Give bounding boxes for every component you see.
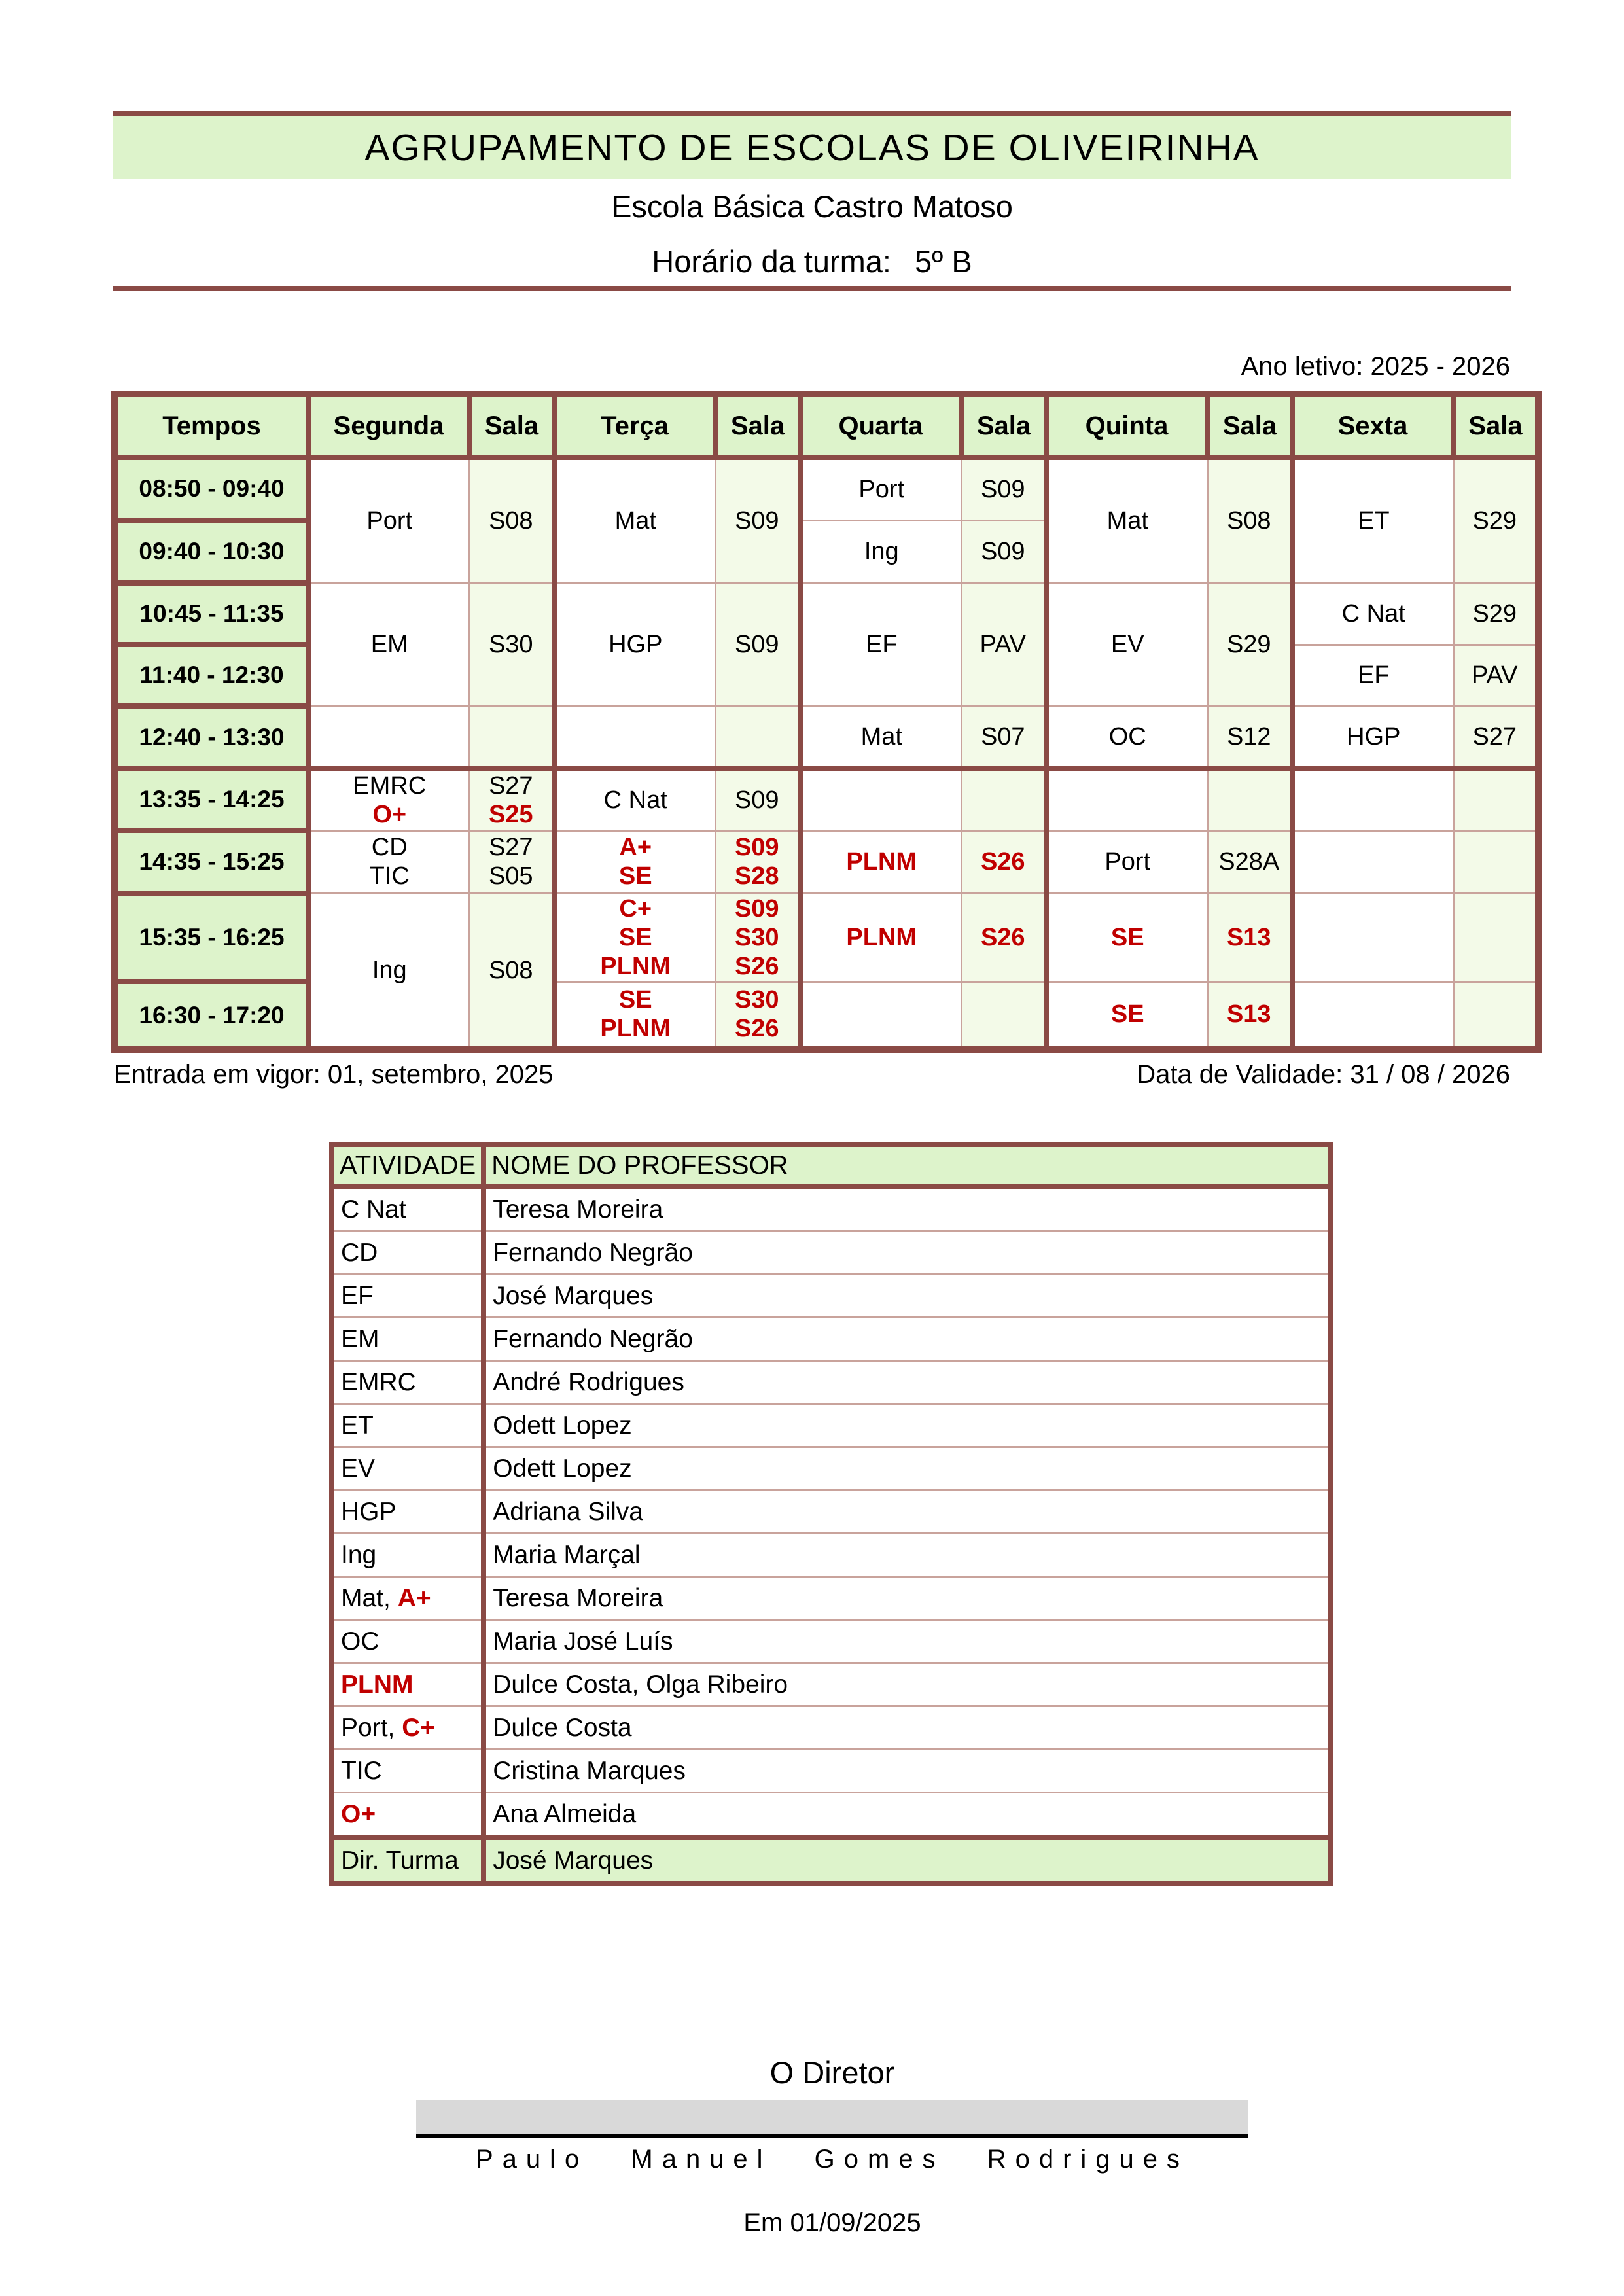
activity-cell (332, 1404, 484, 1447)
lesson-cell (1046, 769, 1207, 830)
room-cell (1453, 706, 1538, 769)
room-cell (961, 520, 1046, 583)
timetable-header-row (115, 394, 1538, 457)
activity-text: EM (341, 1324, 380, 1353)
activity-cell (332, 1186, 484, 1231)
teacher-name-cell: Dulce Costa, Olga Ribeiro (484, 1663, 1330, 1706)
timetable-header-cell: Quinta (1046, 394, 1207, 457)
room-cell (961, 981, 1046, 1050)
room-cell (715, 981, 800, 1050)
school-group-banner (113, 116, 1511, 179)
school-year: Ano letivo: 2025 - 2026 (1241, 352, 1510, 381)
teacher-table-header-cell: ATIVIDADE (332, 1144, 484, 1186)
activity-text: EV (341, 1454, 376, 1483)
timetable-row (115, 893, 1538, 981)
activity-text: TIC (341, 1756, 382, 1785)
schedule-label: Horário da turma: (652, 244, 891, 279)
activity-cell (332, 1793, 484, 1838)
timetable-row (115, 830, 1538, 893)
lesson-cell (308, 706, 469, 769)
lesson-text-red: S26 (980, 923, 1025, 951)
lesson-text: S28A (1218, 848, 1280, 875)
lesson-cell (800, 583, 961, 706)
activity-text: Ing (341, 1540, 377, 1569)
validity-date: Data de Validade: 31 / 08 / 2026 (1137, 1060, 1510, 1089)
signature-line (416, 2100, 1248, 2138)
activity-text: Dir. Turma (341, 1846, 459, 1875)
teacher-row (332, 1447, 1330, 1491)
activity-cell (332, 1663, 484, 1706)
lesson-cell (308, 830, 469, 893)
timetable-header-cell: Sala (469, 394, 554, 457)
lesson-cell (554, 893, 715, 981)
room-cell (961, 830, 1046, 893)
room-cell (715, 457, 800, 583)
lesson-text: S09 (980, 538, 1025, 565)
lesson-text-red: S26 (734, 952, 779, 980)
room-cell (1453, 457, 1538, 583)
teacher-row (332, 1275, 1330, 1318)
timetable-row (115, 706, 1538, 769)
activity-text: OC (341, 1627, 380, 1655)
lesson-text: Mat (614, 507, 656, 535)
lesson-cell (1046, 706, 1207, 769)
room-cell (1453, 645, 1538, 706)
lesson-text: C Nat (1341, 600, 1405, 627)
teacher-name-cell: Odett Lopez (484, 1404, 1330, 1447)
lesson-cell (1046, 981, 1207, 1050)
timetable-row (115, 769, 1538, 830)
time-slot-cell: 14:35 - 15:25 (115, 830, 308, 893)
class-name: 5º B (914, 244, 972, 279)
lesson-text-red: S28 (734, 862, 779, 890)
lesson-cell (308, 583, 469, 706)
lesson-text: S09 (980, 476, 1025, 504)
lesson-text: S09 (734, 507, 779, 535)
lesson-text: Ing (864, 538, 899, 565)
teacher-row (332, 1534, 1330, 1577)
lesson-cell (554, 457, 715, 583)
activity-text: C Nat (341, 1195, 406, 1224)
lesson-text-red: PLNM (846, 848, 917, 875)
activity-text-red: A+ (397, 1583, 431, 1612)
lesson-text-red: S13 (1226, 923, 1271, 951)
lesson-cell (1292, 981, 1453, 1050)
activity-cell (332, 1837, 484, 1884)
time-slot-cell: 12:40 - 13:30 (115, 706, 308, 769)
lesson-cell (554, 706, 715, 769)
room-cell (961, 457, 1046, 520)
room-cell (715, 583, 800, 706)
room-cell (715, 769, 800, 830)
room-cell (715, 830, 800, 893)
activity-cell (332, 1534, 484, 1577)
lesson-text: CD (371, 834, 408, 861)
activity-text: ET (341, 1411, 374, 1439)
room-cell (469, 706, 554, 769)
lesson-text: C Nat (603, 786, 667, 815)
teacher-row (332, 1577, 1330, 1620)
room-cell (469, 583, 554, 706)
timetable-header-cell: Sala (1207, 394, 1292, 457)
teacher-name-cell: Odett Lopez (484, 1447, 1330, 1491)
teacher-row (332, 1750, 1330, 1793)
activity-text-red: C+ (402, 1713, 436, 1742)
lesson-text: S27 (1472, 722, 1517, 751)
activity-cell (332, 1275, 484, 1318)
lesson-cell (1292, 583, 1453, 645)
lesson-text-red: S09 (734, 894, 779, 923)
lesson-cell (800, 830, 961, 893)
teacher-row (332, 1404, 1330, 1447)
time-slot-cell: 10:45 - 11:35 (115, 583, 308, 645)
lesson-text: Port (366, 507, 413, 535)
lesson-text: ET (1357, 507, 1390, 535)
lesson-text: HGP (1347, 722, 1401, 751)
room-cell (1207, 981, 1292, 1050)
lesson-cell (1292, 457, 1453, 583)
teacher-name-cell: Maria José Luís (484, 1620, 1330, 1663)
issue-date: Em 01/09/2025 (743, 2208, 921, 2237)
lesson-cell (308, 457, 469, 583)
lesson-text-red: SE (618, 862, 652, 890)
activity-cell (332, 1318, 484, 1361)
activity-cell (332, 1577, 484, 1620)
lesson-text: Port (1104, 848, 1151, 875)
lesson-text: S08 (1226, 507, 1271, 535)
timetable-header-cell: Sala (961, 394, 1046, 457)
activity-cell (332, 1231, 484, 1275)
lesson-text: EF (1357, 662, 1390, 689)
lesson-text: S09 (734, 631, 779, 658)
room-cell (469, 893, 554, 1050)
room-cell (1207, 769, 1292, 830)
lesson-cell (800, 769, 961, 830)
lesson-text: EMRC (353, 772, 427, 800)
room-cell (1453, 893, 1538, 981)
lesson-cell (800, 981, 961, 1050)
teacher-name-cell: Maria Marçal (484, 1534, 1330, 1577)
lesson-text: PAV (1472, 662, 1518, 689)
lesson-text: EF (865, 631, 898, 658)
lesson-text: S27 (488, 772, 533, 800)
teacher-name-cell: André Rodrigues (484, 1361, 1330, 1404)
teacher-table-header-cell: NOME DO PROFESSOR (484, 1144, 1330, 1186)
timetable-header-cell: Quarta (800, 394, 961, 457)
lesson-text-red: PLNM (846, 923, 917, 951)
time-slot-cell: 09:40 - 10:30 (115, 520, 308, 583)
lesson-text: OC (1108, 722, 1146, 751)
lesson-cell (1046, 893, 1207, 981)
lesson-text: S29 (1472, 600, 1517, 627)
header-rule-bottom (113, 286, 1511, 291)
timetable-header-cell: Segunda (308, 394, 469, 457)
room-cell (715, 893, 800, 981)
lesson-text: S08 (488, 956, 533, 984)
lesson-cell (800, 520, 961, 583)
lesson-text-red: PLNM (600, 1015, 671, 1043)
lesson-text: S05 (488, 862, 533, 890)
activity-cell (332, 1750, 484, 1793)
room-cell (961, 893, 1046, 981)
lesson-text-red: SE (1110, 1000, 1144, 1029)
lesson-cell (554, 981, 715, 1050)
lesson-text-red: A+ (619, 834, 652, 861)
lesson-cell (308, 893, 469, 1050)
room-cell (469, 457, 554, 583)
room-cell (469, 830, 554, 893)
teacher-row (332, 1361, 1330, 1404)
time-slot-cell: 11:40 - 12:30 (115, 645, 308, 706)
lesson-text-red: S25 (488, 801, 533, 829)
lesson-cell (1046, 830, 1207, 893)
activity-cell (332, 1620, 484, 1663)
activity-text: EMRC (341, 1368, 416, 1396)
teacher-name-cell: Fernando Negrão (484, 1318, 1330, 1361)
teacher-name-cell: Cristina Marques (484, 1750, 1330, 1793)
lesson-text-red: SE (1110, 923, 1144, 951)
lesson-cell (1292, 893, 1453, 981)
lesson-text-red: S13 (1226, 1000, 1271, 1029)
teacher-row (332, 1663, 1330, 1706)
teacher-name-cell: Dulce Costa (484, 1706, 1330, 1750)
activity-text-red: O+ (341, 1799, 376, 1828)
lesson-text: S12 (1226, 722, 1271, 751)
activity-text: HGP (341, 1497, 397, 1526)
room-cell (1207, 830, 1292, 893)
lesson-text: S29 (1226, 631, 1271, 658)
lesson-text: Ing (372, 956, 407, 984)
lesson-text: S08 (488, 507, 533, 535)
timetable-header-cell: Sala (1453, 394, 1538, 457)
teacher-row (332, 1837, 1330, 1884)
lesson-cell (1292, 769, 1453, 830)
header-rule-top (113, 111, 1511, 116)
activity-text: Port, (341, 1713, 402, 1742)
director-name: Paulo Manuel Gomes Rodrigues (475, 2145, 1190, 2174)
timetable-header-cell: Sexta (1292, 394, 1453, 457)
class-schedule-title (0, 243, 1624, 279)
teacher-row (332, 1620, 1330, 1663)
lesson-cell (554, 830, 715, 893)
room-cell (1207, 706, 1292, 769)
lesson-text: EM (370, 631, 408, 658)
room-cell (1207, 457, 1292, 583)
room-cell (961, 706, 1046, 769)
timetable-header-cell: Tempos (115, 394, 308, 457)
room-cell (469, 769, 554, 830)
teacher-row (332, 1491, 1330, 1534)
lesson-text: Mat (860, 722, 902, 751)
lesson-cell (308, 769, 469, 830)
lesson-cell (554, 583, 715, 706)
lesson-cell (1046, 457, 1207, 583)
lesson-text: Port (858, 476, 905, 504)
timetable-row (115, 457, 1538, 520)
lesson-text-red: SE (618, 923, 652, 951)
time-slot-cell: 13:35 - 14:25 (115, 769, 308, 830)
lesson-text-red: S26 (734, 1015, 779, 1043)
room-cell (1453, 830, 1538, 893)
lesson-text: S29 (1472, 507, 1517, 535)
activity-text: Mat, (341, 1583, 398, 1612)
lesson-text-red: S30 (734, 923, 779, 951)
lesson-cell (800, 457, 961, 520)
activity-text: CD (341, 1238, 378, 1267)
teacher-name-cell: José Marques (484, 1837, 1330, 1884)
school-name: Escola Básica Castro Matoso (611, 189, 1013, 224)
lesson-text-red: S26 (980, 848, 1025, 875)
lesson-cell (1292, 645, 1453, 706)
lesson-text-red: PLNM (600, 952, 671, 980)
timetable-header-cell: Terça (554, 394, 715, 457)
room-cell (1453, 583, 1538, 645)
teacher-name-cell: Adriana Silva (484, 1491, 1330, 1534)
room-cell (1453, 769, 1538, 830)
teacher-name-cell: José Marques (484, 1275, 1330, 1318)
lesson-text: S07 (980, 722, 1025, 751)
lesson-cell (1292, 706, 1453, 769)
lesson-text: HGP (609, 631, 663, 658)
page-title: AGRUPAMENTO DE ESCOLAS DE OLIVEIRINHA (364, 127, 1260, 169)
teacher-row (332, 1318, 1330, 1361)
director-title: O Diretor (769, 2055, 895, 2090)
time-slot-cell: 08:50 - 09:40 (115, 457, 308, 520)
timetable-header-cell: Sala (715, 394, 800, 457)
activity-cell (332, 1447, 484, 1491)
lesson-text-red: S30 (734, 986, 779, 1014)
teacher-name-cell: Teresa Moreira (484, 1186, 1330, 1231)
signature-block (416, 2055, 1248, 2238)
activity-cell (332, 1361, 484, 1404)
lesson-text: Mat (1106, 507, 1148, 535)
teacher-table (329, 1142, 1333, 1886)
lesson-text: S27 (488, 834, 533, 861)
teacher-row (332, 1706, 1330, 1750)
lesson-cell (1046, 583, 1207, 706)
lesson-text-red: SE (618, 986, 652, 1014)
lesson-text: S30 (488, 631, 533, 658)
room-cell (961, 583, 1046, 706)
teacher-name-cell: Teresa Moreira (484, 1577, 1330, 1620)
activity-cell (332, 1491, 484, 1534)
lesson-cell (800, 706, 961, 769)
effective-date: Entrada em vigor: 01, setembro, 2025 (114, 1060, 554, 1089)
activity-cell (332, 1706, 484, 1750)
lesson-text-red: O+ (372, 801, 407, 829)
lesson-cell (554, 769, 715, 830)
lesson-text: TIC (369, 862, 410, 890)
timetable (111, 391, 1542, 1053)
room-cell (1453, 981, 1538, 1050)
room-cell (1207, 583, 1292, 706)
room-cell (715, 706, 800, 769)
room-cell (961, 769, 1046, 830)
teacher-row (332, 1231, 1330, 1275)
teacher-row (332, 1186, 1330, 1231)
lesson-text: EV (1110, 631, 1144, 658)
lesson-text-red: S09 (734, 834, 779, 861)
lesson-text: PAV (980, 631, 1026, 658)
teacher-name-cell: Ana Almeida (484, 1793, 1330, 1838)
teacher-table-header-row (332, 1144, 1330, 1186)
teacher-row (332, 1793, 1330, 1838)
room-cell (1207, 893, 1292, 981)
lesson-cell (800, 893, 961, 981)
time-slot-cell: 16:30 - 17:20 (115, 981, 308, 1050)
teacher-name-cell: Fernando Negrão (484, 1231, 1330, 1275)
time-slot-cell: 15:35 - 16:25 (115, 893, 308, 981)
lesson-text: S09 (734, 786, 779, 815)
validity-row (114, 1060, 1510, 1089)
activity-text-red: PLNM (341, 1670, 414, 1699)
activity-text: EF (341, 1281, 374, 1310)
timetable-row (115, 583, 1538, 645)
lesson-cell (1292, 830, 1453, 893)
lesson-text-red: C+ (619, 894, 652, 923)
